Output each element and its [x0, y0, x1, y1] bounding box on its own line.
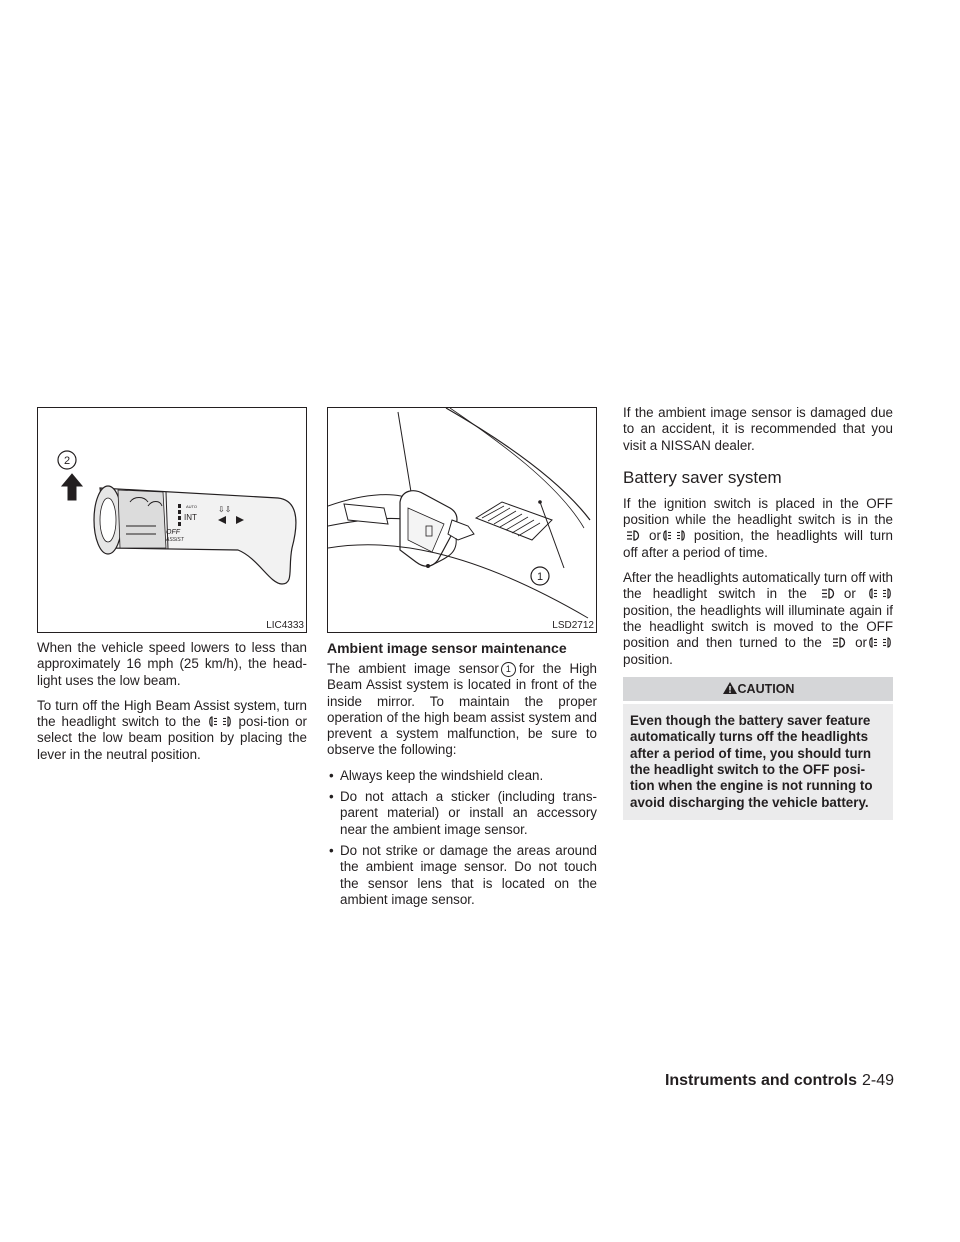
- caution-text: Even though the battery saver feature automatically turns off the headlights after a period of time, you should turn the headlight switch to the OFF posi-tion when the engine is not running to avoid discharging the vehicle battery.: [623, 704, 893, 820]
- warning-triangle-icon: [722, 681, 738, 695]
- section-heading: Battery saver system: [623, 467, 782, 487]
- arrow-up-icon: [62, 474, 82, 500]
- figure-code: LIC4333: [266, 620, 304, 631]
- page-footer: [665, 1071, 894, 1091]
- bullet-list: [327, 768, 597, 908]
- lever-label-int: INT: [184, 513, 197, 522]
- headlight-icon: [831, 636, 853, 649]
- callout-number: 2: [63, 455, 71, 467]
- parking-light-icon: [869, 636, 891, 649]
- list-item: • Do not strike or damage the areas around the ambient image sensor. Do not touch the sensor lens that is located on the ambient image sensor.: [327, 843, 597, 908]
- paragraph: When the vehicle speed lowers to less than approximately 16 mph (25 km/h), the head-light uses the low beam.: [37, 640, 307, 688]
- figure-code: LSD2712: [552, 620, 594, 631]
- paragraph: If the ambient image sensor is damaged due to an accident, it is recommended that you visit a NISSAN dealer.: [623, 405, 893, 453]
- headlight-icon: [820, 587, 842, 600]
- parking-light-icon: [663, 529, 685, 542]
- lever-label-off: OFF: [166, 529, 180, 536]
- callout-number: 1: [536, 571, 544, 583]
- list-item: • Do not attach a sticker (including trans-parent material) or install an accessory near the ambient image sensor.: [327, 789, 597, 838]
- subheading: Ambient image sensor maintenance: [327, 640, 567, 656]
- caution-title: CAUTION: [737, 681, 795, 696]
- list-item: • Always keep the windshield clean.: [327, 768, 597, 784]
- column-right: [623, 405, 893, 820]
- lever-label-assist: ASSIST: [166, 537, 184, 543]
- paragraph: The ambient image sensor 1 for the High Beam Assist system is located in front of the inside mirror. To maintain the proper operation of the high beam assist system and prevent a system malfunction, be sure to observe the following:: [327, 661, 597, 758]
- column-middle: [327, 407, 597, 913]
- headlight-icon: [625, 529, 647, 542]
- lever-label-auto: AUTO: [186, 504, 198, 509]
- lever-illustration: [38, 408, 306, 632]
- column-left: [37, 407, 307, 772]
- parking-light-icon: [209, 715, 231, 728]
- caution-header: [623, 677, 893, 701]
- svg-text:⇩⇩: ⇩⇩: [218, 505, 232, 514]
- paragraph: After the headlights automatically turn off with the headlight switch in the or position, the headlights will illuminate again if the headlight switch is moved to the OFF position and then turned to the or position.: [623, 570, 893, 667]
- footer-section: Instruments and controls: [664, 1072, 857, 1089]
- paragraph: If the ignition switch is placed in the OFF position while the headlight switch is in the or position, the headlights will turn off after a period of time.: [623, 495, 893, 560]
- parking-light-icon: [869, 587, 891, 600]
- page-number: 2-49: [861, 1072, 894, 1089]
- paragraph: To turn off the High Beam Assist system, turn the headlight switch to the posi-tion or select the low beam position by placing the lever in the neutral position.: [37, 697, 307, 762]
- sensor-illustration: [328, 408, 596, 632]
- callout-ref: 1: [501, 662, 516, 677]
- figure-headlight-lever: [37, 407, 307, 633]
- figure-ambient-sensor: [327, 407, 597, 633]
